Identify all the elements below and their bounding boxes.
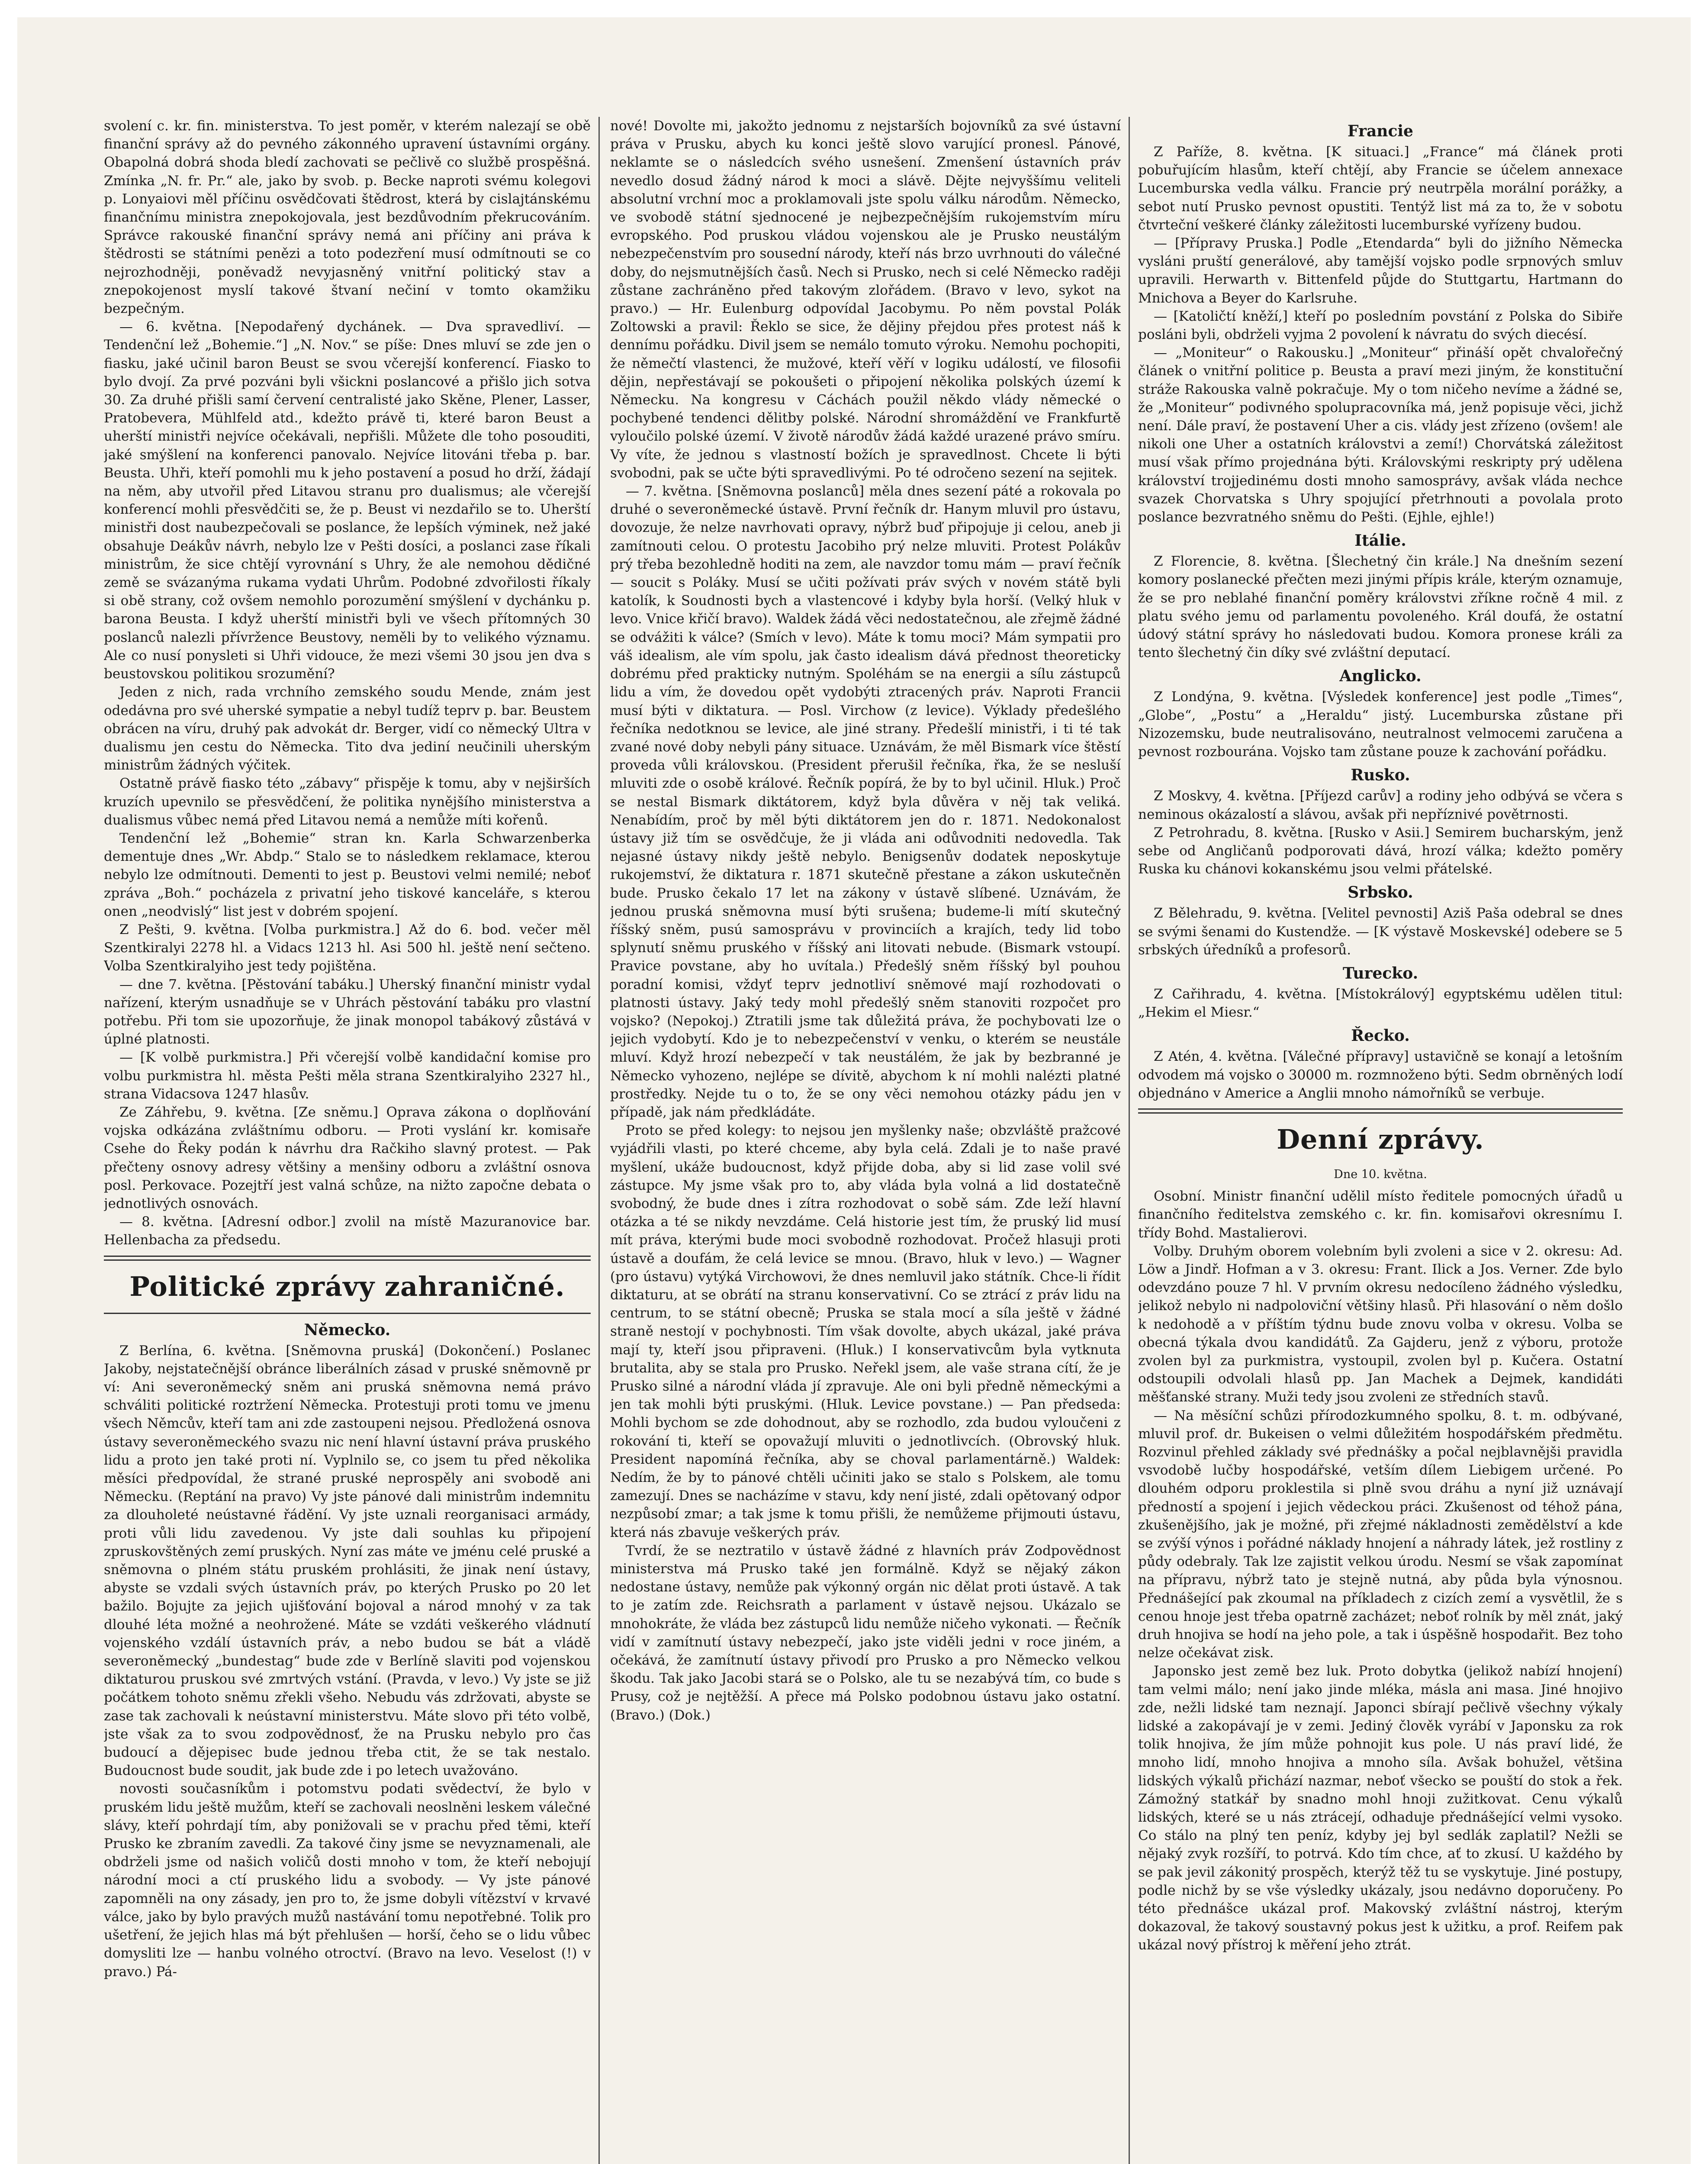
date-line: Dne 10. května. <box>1334 1167 1427 1181</box>
paragraph: Z Berlína, 6. května. [Sněmovna pruská] (Dokončení.) Poslanec Jakoby, nejstatečnější obránce liberálních zásad v pruské sněmovně pr ví: Ani severoněmecký sněm ani pruská sněmovna nemá právo schváliti politické roztržení Německa. Protestuji proti tomu ve jmenu všech Němcův, kteří tam ani zde zastoupeni nejsou. Předložená osnova ústavy severoněmeckého svazu nic není hlavní ústavní práva pruského lidu a proto jen také proti ní. Vyplnilo se, co jsem tu před několika měsíci předpovídal, že strané pruské neprospěly ani svobodě ani Německu. (Reptání na pravo) Vy jste pánové dali ministrům indemnitu za dlouholeté neústavné řádění. Vy jste uznali reorganisaci armády, proti vůli lidu zavedenou. Vy jste dali souhlas ku připojení zpruskovštěných zemí pruských. Nyní zas máte ve jménu celé pruské a sněmovna o plném státu pruském prohlásiti, že jinak není ústavy, abyste se vzdali svých ústavních práv, po kterých Prusko po 20 let bažilo. Bojujte za jejich ujišťování bojoval a národ mnohý v za tak dlouhé léta možné a neohrožené. Máte se vzdáti veškerého vládnutí vojenského vzdálí ústavních práv, a nebo budou se bát a vládě severoněmecký „bundestag“ bude zde v Berlíně slaviti pod vojenskou diktaturou pruskou své zmrtvých vstání. (Pravda, v levo.) Vy jste se již počátkem tohoto sněmu zřekli všeho. Nebudu vás zdržovati, abyste se zase tak zachovali k neústavní ministerstvu. Máte slovo při této volbě, jste však za to svou zodpovědnosť, že na Prusku nebylo pro čas budoucí a dějepisec bude jednou třeba ctit, že se tak nestalo. Budoucnost bude soudit, jak bude zde i po letech uvažováno. <box>104 1343 591 1779</box>
paragraph: Japonsko jest země bez luk. Proto dobytka (jelikož nabízí hnojení) tam velmi málo; není jako jinde mléka, másla ani masa. Jiné hnojivo zde, nežli lidské tam neznají. Japonci sbírají pečlivě všechny výkaly lidské a zakopávají je v zemi. Jediný člověk vyrábí v Japonsku za rok tolik hnojiva, že jím může pohnojit kus pole. U nás praví lidé, že mnoho lidí, mnoho hnojiva a mnoho síla. Avšak bohužel, většina lidských výkalů přichází nazmar, neboť všecko se pouští do stok a řek. Zámožný statkář by snadno mohl hnoji zužitkovat. Cenu výkalů lidských, které se u nás ztrácejí, odhaduje přednášející velmi vysoko. Co stálo na plný ten peníz, kdyby jej byl sedlák zaplatil? Nežli se nějaký zvyk rozšíří, to potrvá. Kdo tím chce, ať to zkusí. U každého by se pak jevil zákonitý prospěch, kterýž těž tu se vyskytuje. Jiné postupy, podle nichž by se vše výsledky ukázaly, jsou nedávno doporučeny. Po této přednášce ukázal prof. Makovský zvláštní nástroj, kterým dokazoval, že takový soustavný pokus jest k užitku, a prof. Reifem pak ukázal nový přístroj k měření jeho ztrát. <box>1138 1663 1623 1953</box>
section-title: Politické zprávy zahraničné. <box>129 1270 565 1302</box>
country-heading: Francie <box>1348 122 1413 140</box>
country-heading: Řecko. <box>1351 1027 1410 1045</box>
newspaper-page <box>17 17 1691 2164</box>
paragraph: Osobní. Ministr finanční udělil místo ředitele pomocných úřadů u finančního ředitelstva zemského c. kr. fin. komisařovi okresnímu I. třídy Bohd. Mastalierovi. <box>1138 1188 1623 1241</box>
country-heading: Turecko. <box>1342 964 1419 982</box>
section-rule <box>104 1313 591 1314</box>
column-3 <box>1138 117 1623 2164</box>
column-2 <box>610 117 1121 2164</box>
section-rule <box>104 1256 591 1261</box>
paragraph: — 6. května. [Nepodařený dychánek. — Dva spravedliví. — Tendenční lež „Bohemie.“] „N. Nov.“ se píše: Dnes mluví se zde jen o fiasku, jaké učinil baron Beust se svou včerejší konferencí. Fiasko to bylo dvojí. Za prvé pozváni byli všickni poslancové a přišlo jich sotva 30. Za druhé přišli samí červení centralisté jako Skěne, Plener, Lasser, Pratobevera, Mühlfeld atd., kdežto právě ti, které baron Beust a uherští ministři nejvíce očekávali, nepřišli. Můžete dle toho posouditi, jaké smýšlení na konferenci panovalo. Nejvíce litováni třeba p. bar. Beusta. Uhři, kteří pomohli mu k jeho postavení a posud ho drží, žádají na něm, aby utvořil před Litavou stranu pro dualismus; ale včerejší konferencí mohli přesvědčiti se, že p. Beust vi nezdařilo se to. Uherští ministři dost naubezpečovali se poslance, že lepších výminek, než jaké obsahuje Deákův návrh, nebylo lze v Pešti dosíci, a poslanci zase říkali ministrům, že sice chtějí vyrovnání s Uhry, že ale nemohou dědičné země se svázanýma rukama vydati Uhrům. Podobné zdvořilosti říkaly si obě strany, což ovšem nemohlo porozumění smýšlení v dychánku p. barona Beusta. I když uherští ministři byli ve všech přítomných 30 poslanců nalezli přívržence Beustovy, neměli by to velikého významu. Ale co nusí ponysleti si Uhři vidouce, že mezi všemi 30 jsou jen dva s beustovskou politikou srozumění? <box>104 319 591 682</box>
paragraph: — 7. května. [Sněmovna poslanců] měla dnes sezení páté a rokovala po druhé o severoněmecké ústavě. První řečník dr. Hanym mluvil pro ústavu, dovozuje, že nelze navrhovati opravy, nýbrž buď připojuje ji celou, aneb ji zamítnouti celou. O protestu Jacobiho prý nelze mluviti. Protest Polákův prý třeba bezohledně hoditi na zem, ale navzdor tomu mám — praví řečník — soucit s Poláky. Musí se učiti požívati práv svých v novém státě byli katolík, k Soudnosti bych a vlastencové i kdyby byla horší. (Velký hluk v levo. Vnice křičí bravo). Waldek žádá věci nedostatečnou, ale zřejmě žádné se odvážiti k válce? (Smích v levo). Máte k tomu moci? Mám sympatii pro váš idealism, ale vím spolu, jak často idealism dává přednost theoreticky dobrému před prakticky nutným. Spoléhám se na energii a sílu zástupců lidu a vím, že dovedou opět vydobýti ztracených práv. Naproti Francii musí býti v diktatura. — Posl. Virchow (z levice). Výklady předešlého řečníka nedotknou se levice, ale jiné strany. Předešlí ministři, i ti té tak zvané nové doby nebyli pány situace. Uznávám, že měl Bismark více štěstí proveda vůli královskou. (President přerušil řečníka, řka, že se nesluší mluviti zde o osobě králové. Řečník popírá, že by to byl učinil. Hluk.) Proč se nestal Bismark diktátorem, když byla důvěra v něj tak veliká. Nenabídím, proč by měl býti diktátorem jen do r. 1871. Nedokonalost ústavy již tím se osvědčuje, že ji vláda ani odůvodniti nedovedla. Tak nejasné ústavy nikdy ještě nebylo. Benigsenův dodatek neposkytuje rukojemství, že diktatura r. 1871 skutečně přestane a zákon uskutečněn bude. Prusko čekalo 17 let na zákony v ústavě slíbené. Uznávám, že jednou pruská sněmovna musí býti srušena; budeme-li mítí skutečný říšský sněm, pusú samosprávu v provinciích a krajích, tedy lid tobo splynutí sněmu pruského v říšský ani litovati nebude. (Bismark vstoupí. Pravice povstane, aby ho uvítala.) Předešlý sněm říšský byl pouhou poradní komisi, vždyť teprv jednotliví sněmové mají rozhodovati o platnosti ústavy. Jaký tedy mohl předešlý sněm stanoviti rozpočet pro vojsko? (Nepokoj.) Ztratili jsme tak důležitá práva, že pochybovati lze o jejich vydobytí. Kdo je to nebezpečenství v venku, o kterém se neustále mluví. Když hrozí nebezpečí v tak neustálém, že jak by bezbranné je Německo vyhozeno, nejlépe se dívitě, abychom k ní mohli nalézti platné prostředky. Nejde tu o to, že se ony věci nemohou otázky pádu jen v případě, jak nám předkládáte. <box>610 483 1121 1120</box>
column-1 <box>104 117 591 2164</box>
section-rule <box>1138 1108 1623 1114</box>
paragraph: Jeden z nich, rada vrchního zemského soudu Mende, znám jest odedávna pro své uherské sympatie a nebyl tudíž teprv p. bar. Beustem obrácen na víru, druhý pak advokát dr. Berger, vidí co německý Ultra v dualismu jen cestu do Německa. Tito dva jediní neučinili uherským ministrům žádných výčitek. <box>104 684 591 773</box>
paragraph: Proto se před kolegy: to nejsou jen myšlenky naše; obzvláště pražcové vyjádřili vlasti, po které chceme, aby byla celá. Zdali je to naše pravé myšlení, ukáže budoucnost, když přijde doba, aby si lid zase volil své zástupce. My jsme však pro to, aby vláda byla volná a lid dostatečně svobodný, že bude dnes i zítra rozhodovat o sobě sám. Zde leží hlavní otázka a té se nikdy nevzdáme. Celá historie jest tím, že pruský lid musí mít práva, kterými bude moci svobodně rozhodovat. Pročež hlasuji proti ústavě a doufám, že celá levice se mnou. (Bravo, hluk v levo.) — Wagner (pro ústavu) vytýká Virchowovi, že dnes nemluvil jako státník. Chce-li řídit diktaturu, at se obrátí na stranu konservativní. Co se ztrácí z práv lidu na centrum, to se státní obecně; Pruska se stala mocí a síla ještě v žádné straně nestojí v pochybnosti. Tím však dovolte, abych ukázal, jaké práva mají ty, kteří jsou připraveni. (Hluk.) I konservativcům byla vytknuta brutalita, aby se stala pro Prusko. Neřekl jsem, ale vaše strana cítí, že je Prusko silné a národní vláda jí zpravuje. Ale oni byli předně německými a jen tak mohli býti pruskými. (Hluk. Levice povstane.) — Pan předseda: Mohli bychom se zde dohodnout, aby se rozhodlo, zda budou vyloučeni z rokování ti, kteří se opovažují mluviti o jednotlivcích. (Obrovský hluk. President napomíná řečníka, aby se choval parlamentárně.) Waldek: Nedím, že by to pánové chtěli učiniti jako se stalo s Polskem, ale tomu zamezují. Dnes se nacházíme v stavu, kdy není jisté, zdali opětovaný odpor nezpůsobí zmar; a tak jsme k tomu přišli, že nemůžeme přijmouti ústavu, která nás zbavuje veškerých práv. <box>610 1123 1121 1540</box>
country-heading: Srbsko. <box>1348 883 1413 902</box>
paragraph: Ostatně právě fiasko této „zábavy“ přispěje k tomu, aby v nejširších kruzích upevnilo se přesvědčení, že politika nynějšího ministerstva a dualismus vůbec nemá před Litavou nemá a nemůže míti kořenů. <box>104 776 591 828</box>
column-divider <box>1129 117 1130 2164</box>
paragraph: Volby. Druhým oborem volebním byli zvoleni a sice v 2. okresu: Ad. Löw a Jindř. Hofman a v 3. okresu: Frant. Ilick a Jos. Verner. Zde bylo odevzdáno pouze 7 hl. V prvním okresu nedocíleno žádného výsledku, jelikož nebylo ni nadpoloviční většiny hlasů. Při hlasování o něm došlo k nedohodě a v příštím týdnu bude znovu volba v okresu. Volba se obecná týkala dvou kandidátů. Za Gajderu, jenž z výboru, protože zvolen byl za purkmistra, vystoupil, zvolen byl p. Kučera. Ostatní odstoupili odvolali hlasů pp. Jan Machek a Dejmek, kandidáti měšťanské strany. Muži tedy jsou zvoleni ze středních stavů. <box>1138 1243 1623 1405</box>
paragraph: Tendenční lež „Bohemie“ stran kn. Karla Schwarzenberka dementuje dnes „Wr. Abdp.“ Stalo se to následkem reklamace, kterou nebylo lze odmítnouti. Dementi to jest p. Beustovi velmi nemilé; neboť zpráva „Boh.“ pocházela z privatní jeho tiskové kanceláře, s kterou onen „neodvislý“ list jest v dobrém spojení. <box>104 830 591 919</box>
paragraph: — [K volbě purkmistra.] Při včerejší volbě kandidační komise pro volbu purkmistra hl. města Pešti měla strana Szentkiralyiho 2327 hl., strana Vidacsova 1247 hlasův. <box>104 1050 591 1102</box>
country-heading: Itálie. <box>1354 531 1406 550</box>
paragraph: Z Pešti, 9. května. [Volba purkmistra.] Až do 6. bod. večer měl Szentkiralyi 2278 hl. a Vidacs 1213 hl. Asi 500 hl. ještě není sečteno. Volba Szentkiralyiho jest tedy pojištěna. <box>104 921 591 974</box>
paragraph: Z Paříže, 8. května. [K situaci.] „France“ má článek proti pobuřujícím hlasům, kteří chtějí, aby Francie se účelem annexace Lucemburska vedla válku. Francie prý neutrpěla morální porážky, a sebot nutí Prusko pevnost opustiti. Tentýž list má za to, že v sobotu čtvrteční veškeré články záležitosti lucemburské vyřízeny budou. <box>1138 144 1623 233</box>
paragraph: — [Katoličtí kněží,] kteří po posledním povstání z Polska do Sibiře posláni byli, obdrželi vyjma 2 povolení k návratu do svých diecésí. <box>1138 308 1623 343</box>
paragraph: Z Cařihradu, 4. května. [Místokrálový] egyptskému udělen titul: „Hekim el Miesr.“ <box>1138 986 1623 1021</box>
paragraph: novosti současníkům i potomstvu podati svědectví, že bylo v pruském lidu ještě mužům, kteří se zachovali neoslněni leskem válečné slávy, kteří pohrdají tím, aby ponižovali se v prachu před těmi, kteří Prusko ke zbraním zavedli. Za takové činy jsme se nevyznamenali, ale obdrželi jsme od našich voličů dosti mnoho v tom, že kteří nebojují národní moci a ctí pruského lidu a svobody. — Vy jste pánové zapomněli na ony zásady, jen pro to, že jsme dobyli vítězství v krvavé válce, jako by bylo pravých mužů nastávání tomu nepotřebné. Tolik pro ušetření, že jejich hlas má být přehlušen — horší, čeho se o lidu vůbec domysliti lze — hanbu volného otroctví. (Bravo na levo. Veselost (!) v pravo.) Pá- <box>104 1781 591 1980</box>
section-title: Denní zprávy. <box>1277 1123 1484 1155</box>
paragraph: Tvrdí, že se neztratilo v ústavě žádné z hlavních práv Zodpovědnost ministerstva má Prusko také jen formálně. Když se nějaký zákon nedostane ústavy, nemůže pak výkonný orgán nic dělat proti ústavě. A tak to je zatím zde. Reichsrath a parlament v ústavě nejsou. Ukázalo se mnohokráte, že vláda bez zástupců lidu nemůže ničeho vykonati. — Řečník vidí v zamítnutí ústavy nebezpečí, jako jste viděli jedni v roce jiném, a očekává, že zamítnutí ústavy přivodí pro Prusko a pro Německo velkou škodu. Tak jako Jacobi stará se o Polsko, ale tu se nezabývá tím, co bude s Prusy, což je nejtěžší. A přece má Polsko podobnou ústavu jako ostatní. (Bravo.) (Dok.) <box>610 1542 1121 1723</box>
paragraph: Z Florencie, 8. května. [Šlechetný čin krále.] Na dnešním sezení komory poslanecké přečten mezi jinými přípis krále, kterým oznamuje, že se pro neblahé finanční poměry královstvi zříkne ročně 4 mil. z platu svého jemu od parlamentu povoleného. Král doufá, že ostatní údový státní správy ho následovati budou. Komora pronese králi za tento šlechetný čin díky své zvláštní deputací. <box>1138 554 1623 661</box>
paragraph: Z Moskvy, 4. května. [Příjezd carův] a rodiny jeho odbývá se včera s neminous okázalostí a slávou, avšak při nepříznivé povětrnosti. <box>1138 788 1623 822</box>
paragraph: Z Atén, 4. května. [Válečné přípravy] ustavičně se konají a letošním odvodem má vojsko o 30000 m. rozmnoženo býti. Sedm obrněných lodí objednáno v Americe a Anglii mnoho námořníků se verbuje. <box>1138 1049 1623 1101</box>
paragraph: Ze Záhřebu, 9. května. [Ze sněmu.] Oprava zákona o doplňování vojska odkázána zvláštnímu odboru. — Proti vyslání kr. komisaře Csehe do Řeky podán k návrhu dra Račkiho slavný protest. — Pak přečteny osnovy adresy většiny a menšiny odboru a zvláštní osnova posl. Perkovace. Pozejtří jest valná schůze, na nižto započne debata o jednotlivých osnovách. <box>104 1104 591 1211</box>
paragraph: — 8. května. [Adresní odbor.] zvolil na místě Mazuranovice bar. Hellenbacha za předsedu. <box>104 1214 591 1248</box>
paragraph: — dne 7. května. [Pěstování tabáku.] Uherský finanční ministr vydal nařízení, kterým usnadňuje se v Uhrách pěstování tabáku pro vlastní potřebu. Při tom sie upozorňuje, že jinak monopol tabákový zůstává v úplné platnosti. <box>104 976 591 1047</box>
paragraph: Z Londýna, 9. května. [Výsledek konference] jest podle „Times“, „Globe“, „Postu“ a „Heraldu“ jistý. Lucemburska zůstane při Nizozemsku, bude neutralisováno, neutralnost velmocemi zaručena a pevnost rozbourána. Vojsko tam zůstane pouze k zachování pořádku. <box>1138 689 1623 760</box>
paragraph: nové! Dovolte mi, jakožto jednomu z nejstarších bojovníků za své ústavní práva v Prusku, abych ku konci ještě slovo varující pronesl. Pánové, neklamte se o následcích svého usnešení. Zmenšení ústavních práv nevedlo dosud žádný národ k moci a slávě. Dějte nejvyššímu veliteli absolutní vrchní moc a proklamovali jste spolu válku národům. Německo, ve svobodě státní sjednocené je nejbezpečnějším rukojemstvím míru evropského. Pod pruskou vládou vojenskou ale je Prusko neustálým nebezpečenstvím pro sousední národy, kteří nás brzo uvrhnouti do válečné doby, do nejsmutnějších časů. Nech si Prusko, nech si celé Německo raději zůstane zachráněno před takovým zlořádem. (Bravo v levo, sykot na pravo.) — Hr. Eulenburg odpovídal Jacobymu. Po něm povstal Polák Zoltowski a pravil: Řeklo se sice, že dějiny přejdou přes protest náš k dennímu pořádku. Divil jsem se nemálo tomuto výroku. Nemohu pochopiti, že němečtí vlastenci, že mužové, kteří věří v logiku událostí, ve filosofii dějin, nepřestávají se pokoušeti o připojení několika polských území k Německu. Na kongresu v Cáchách použil někdo vlády německé o pochybené tendenci dělitby polské. Národní shromáždění ve Frankfurtě vyloučilo polské území. V životě národův žádá každé urazené právo smíru. Vy víte, že jednou s vlastností božích je spravedlnost. Chcete li býti svobodni, pak se učte býti spravedlivými. Po té odročeno sezení na sejitek. <box>610 118 1121 481</box>
paragraph: — „Moniteur“ o Rakousku.] „Moniteur“ přináší opět chvalořečný článek o vnitřní politice p. Beusta a praví mezi jiným, že konstituční stráže Rakouska valně pokračuje. My o tom ničeho nevíme a žádné se, že „Moniteur“ podivného spolupracovníka má, jenž popisuje věci, jichž není. Dále praví, že postavení Uher a cis. vlády jest zřízeno (ovšem! ale nikoli one Uher a ostatních královstvi a zemí!) Chorvátská záležitost musí však přímo projednána býti. Královskými reskripty prý udělena království trojjedinému dosti mnoho samosprávy, avšak vláda nechce svazek Chorvatska s Uhry spojující přetrhnouti a povolala proto poslance bezvratného sněmu do Pešti. (Ejhle, ejhle!) <box>1138 345 1623 525</box>
paragraph: — [Přípravy Pruska.] Podle „Etendarda“ byli do jižního Německa vysláni pruští generálové, aby tamější vojsko podle srpnových smluv upravili. Herwarth v. Bittenfeld půjde do Stuttgartu, Hartmann do Mnichova a Beyer do Karlsruhe. <box>1138 235 1623 306</box>
country-heading: Anglicko. <box>1339 667 1422 686</box>
paragraph: Z Bělehradu, 9. května. [Velitel pevnosti] Aziš Paša odebral se dnes se svými šenami do Kustendže. — [K výstavě Moskevské] odebere se 5 srbských úředníků a profesorů. <box>1138 905 1623 958</box>
paragraph: svolení c. kr. fin. ministerstva. To jest poměr, v kterém nalezají se obě finanční správy až do pevného zákonného upravení ústavními orgány. Obapolná dobrá shoda bledí zachovati se pečlivě co službě prospěšná. Zmínka „N. fr. Pr.“ ale, jako by svob. p. Becke naproti svému kolegovi p. Lonyaiovi měl příčinu osvědčovati štědrost, která by cislajtánskému finančnímu ministra znepokojovala, jest bezdůvodním překrucováním. Správce rakouské finanční správy nemá ani příčiny ani práva k štědrosti se státními penězi a toto podezření musí odmítnouti se co nejrozhodněji, poněvadž nevyjasněný vnitřní politický stav a znepokojenost myslí takové štvaní nečiní v tomto okamžiku bezpečným. <box>104 118 591 317</box>
paragraph: Z Petrohradu, 8. května. [Rusko v Asii.] Semirem bucharským, jenž sebe od Angličanů podporovati dává, hrozí válka; kdežto poměry Ruska ku chánovi kokanskému jsou velmi přátelské. <box>1138 824 1623 877</box>
column-divider <box>598 117 600 2164</box>
country-heading: Německo. <box>304 1320 391 1339</box>
paragraph: — Na měsíční schůzi přírodozkumného spolku, 8. t. m. odbývané, mluvil prof. dr. Bukeisen o velmi důležitém hospodářském předmětu. Rozvinul přehled základy své přednášky a počal nejblavnějši pravidla vsvodobě lučby hospodářské, vetším dílem Liebigem určené. Po dlouhém odporu proklestila si plně svou dráhu a nyní již uznávají předností a spojení i jejich vědeckou práci. Zkušenost od téhož pána, zkušenějšího, jak je možné, při zřejmé nákladnosti zemědělství a kde se zvýší výnos i pořádné náklady hnojení a náhrady látek, jež rostliny z půdy odebraly. Tak lze zajistit velkou úrodu. Nesmí se však zapomínat na přípravu, nýbrž tato je stejně nutná, aby půda byla výnosnou. Přednášející pak zkoumal na příkladech z cizích zemí a vysvětlil, že s cenou hnoje jest třeba opatrně zacházet; neboť rolník by měl znát, jaký druh hnojiva se hodí na jeho pole, a tak i úspěšně hospodařit. Bez toho nelze očekávat zisk. <box>1138 1407 1623 1661</box>
country-heading: Rusko. <box>1351 766 1410 785</box>
